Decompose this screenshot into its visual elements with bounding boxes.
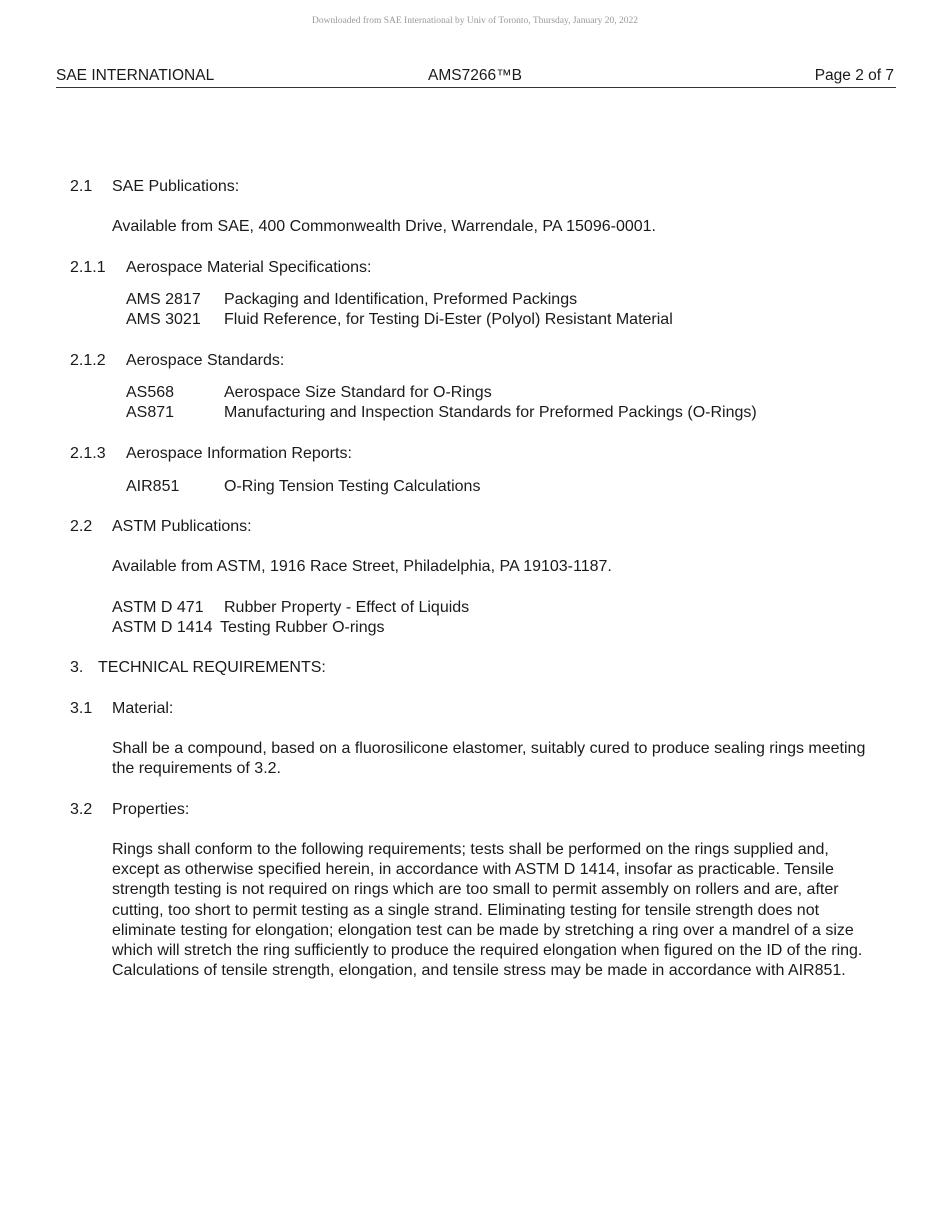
section-2-1-3-title: Aerospace Information Reports: (126, 445, 352, 462)
section-2-2-number: 2.2 (70, 518, 93, 535)
header-document-id: AMS7266™B (428, 67, 522, 84)
section-2-1-1-title: Aerospace Material Specifications: (126, 259, 372, 276)
reference-title: O-Ring Tension Testing Calculations (224, 478, 481, 495)
section-3-2-title: Properties: (112, 801, 190, 818)
reference-code: AS871 (126, 404, 175, 421)
header-rule (56, 87, 896, 88)
section-2-1-1-number: 2.1.1 (70, 259, 106, 276)
section-3-2-text: Rings shall conform to the following requirements; tests shall be performed on the rings supplied and, except as otherwise specified herein, in accordance with ASTM D 1414, insofar as practicable. Tensile strength testing is not required on rings which are too small to permit assembly on rollers and are, after cutting, too short to permit testing as a single strand. Eliminating testing for tensile strength does not eliminate testing for elongation; elongation test can be made by stretching a ring over a mandrel of a size which will stretch the ring sufficiently to produce the required elongation when figured on the ID of the ring. Calculations of tensile strength, elongation, and tensile stress may be made in accordance with AIR851. (112, 841, 863, 980)
section-2-1-number: 2.1 (70, 178, 93, 195)
section-3-title: TECHNICAL REQUIREMENTS: (98, 659, 326, 676)
reference-title: Testing Rubber O-rings (220, 619, 385, 636)
section-3-1-text: Shall be a compound, based on a fluorosilicone elastomer, suitably cured to produce sealing rings meeting the requirements of 3.2. (112, 740, 866, 778)
section-2-1-2-number: 2.1.2 (70, 352, 106, 369)
reference-title: Fluid Reference, for Testing Di-Ester (Polyol) Resistant Material (224, 311, 673, 328)
reference-code: AS568 (126, 384, 175, 401)
section-2-1-2-title: Aerospace Standards: (126, 352, 285, 369)
section-2-2-text: Available from ASTM, 1916 Race Street, Philadelphia, PA 19103-1187. (112, 558, 612, 575)
section-3-2-number: 3.2 (70, 801, 93, 818)
section-2-1-text: Available from SAE, 400 Commonwealth Drive, Warrendale, PA 15096-0001. (112, 218, 656, 235)
section-3-number: 3. (70, 659, 84, 676)
reference-title: Rubber Property - Effect of Liquids (224, 599, 470, 616)
reference-code: ASTM D 471 (112, 599, 204, 616)
reference-code: AIR851 (126, 478, 180, 495)
section-3-1-title: Material: (112, 700, 174, 717)
header-page-number: Page 2 of 7 (814, 67, 894, 84)
download-watermark: Downloaded from SAE International by Univ of Toronto, Thursday, January 20, 2022 (311, 16, 639, 26)
reference-code: AMS 3021 (126, 311, 201, 328)
section-2-2-title: ASTM Publications: (112, 518, 252, 535)
reference-title: Manufacturing and Inspection Standards for Preformed Packings (O-Rings) (224, 404, 757, 421)
section-3-1-number: 3.1 (70, 700, 93, 717)
header-organization: SAE INTERNATIONAL (56, 67, 215, 84)
reference-title: Aerospace Size Standard for O-Rings (224, 384, 492, 401)
reference-code: AMS 2817 (126, 291, 201, 308)
section-2-1-title: SAE Publications: (112, 178, 240, 195)
reference-code: ASTM D 1414 (112, 619, 213, 636)
section-2-1-3-number: 2.1.3 (70, 445, 106, 462)
reference-title: Packaging and Identification, Preformed Packings (224, 291, 578, 308)
